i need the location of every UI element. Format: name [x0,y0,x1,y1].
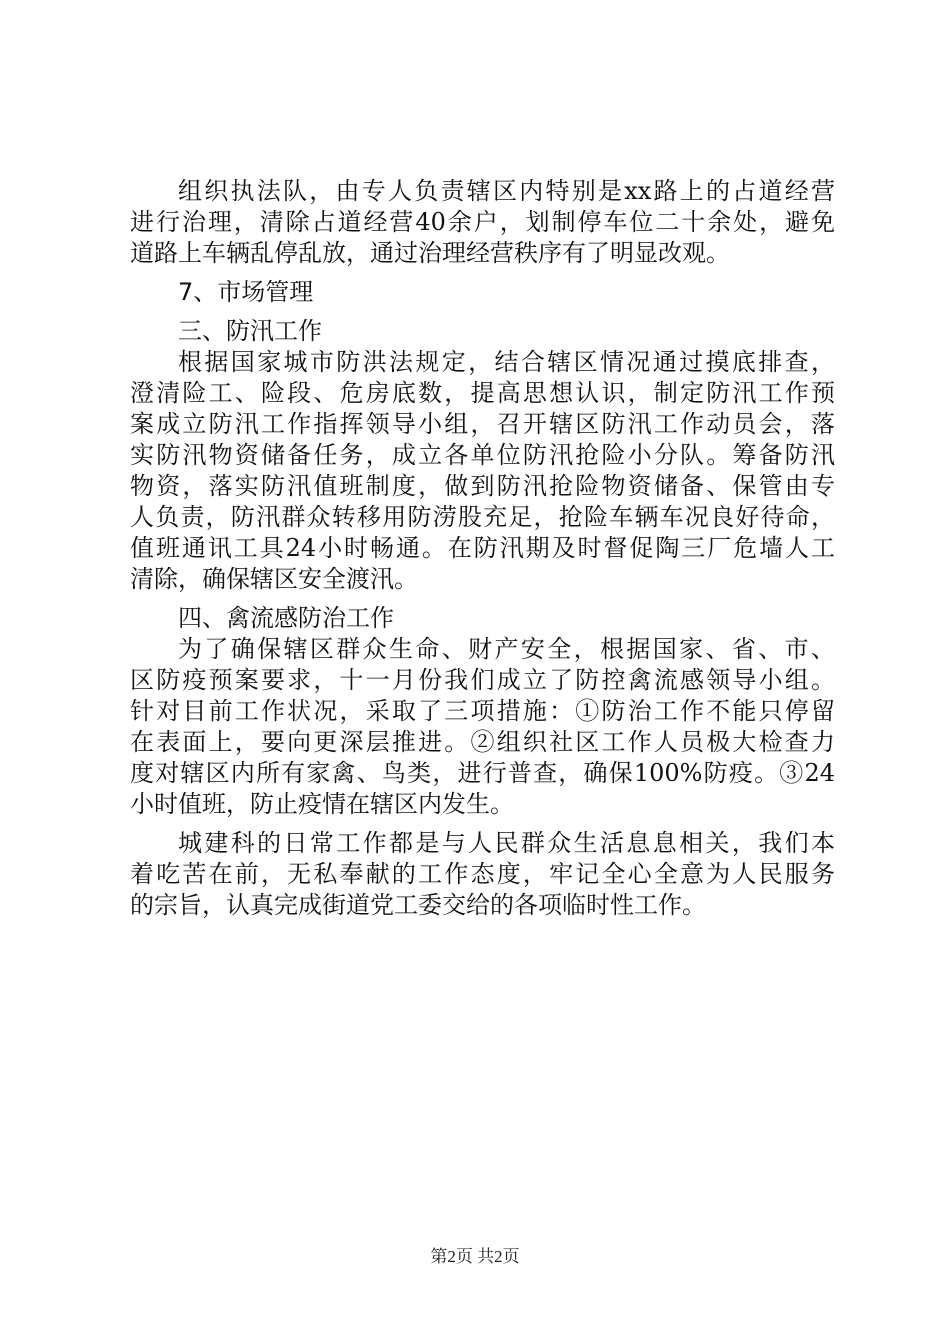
section-heading-market: 7、市场管理 [178,278,314,306]
text-line: 实防汛物资储备任务，成立各单位防汛抢险小分队。筹备防汛 [130,441,835,469]
text-line: 澄清险工、险段、危房底数，提高思想认识，制定防汛工作预 [130,379,835,407]
text-line: 案成立防汛工作指挥领导小组，召开辖区防汛工作动员会，落 [130,410,835,438]
text-line: 城建科的日常工作都是与人民群众生活息息相关，我们本 [178,829,835,857]
text-line: 在表面上，要向更深层推进。②组织社区工作人员极大检查力 [130,728,835,756]
text-line: 道路上车辆乱停乱放，通过治理经营秩序有了明显改观。 [130,239,730,267]
text-line: 着吃苦在前，无私奉献的工作态度，牢记全心全意为人民服务 [130,860,835,888]
text-line: 小时值班，防止疫情在辖区内发生。 [130,790,514,818]
text-line: 清除，确保辖区安全渡汛。 [130,565,418,593]
text-line: 根据国家城市防洪法规定，结合辖区情况通过摸底排查， [178,348,835,376]
paragraph-enforcement [130,176,835,269]
paragraph-avian-flu [130,634,835,820]
paragraph-flood [130,347,835,595]
text-line: 值班通讯工具24小时畅通。在防汛期及时督促陶三厂危墙人工 [130,534,835,562]
paragraph-closing [130,828,835,921]
document-body [130,176,835,921]
text-line: 人负责，防汛群众转移用防涝股充足，抢险车辆车况良好待命， [130,503,835,531]
text-line: 区防疫预案要求，十一月份我们成立了防控禽流感领导小组。 [130,666,835,694]
text-line: 物资，落实防汛值班制度，做到防汛抢险物资储备、保管由专 [130,472,835,500]
text-line: 的宗旨，认真完成街道党工委交给的各项临时性工作。 [130,891,706,919]
text-line: 度对辖区内所有家禽、鸟类，进行普查，确保100%防疫。③24 [130,759,835,787]
text-line: 针对目前工作状况，采取了三项措施：①防治工作不能只停留 [130,697,835,725]
text-line: 为了确保辖区群众生命、财产安全，根据国家、省、市、 [178,635,835,663]
text-line: 组织执法队，由专人负责辖区内特别是xx路上的占道经营 [178,177,835,205]
page-number-footer: 第2页 共2页 [430,1247,520,1266]
section-heading-avian-flu: 四、禽流感防治工作 [178,604,394,632]
text-line: 进行治理，清除占道经营40余户，划制停车位二十余处，避免 [130,208,835,236]
section-heading-flood: 三、防汛工作 [178,317,322,345]
